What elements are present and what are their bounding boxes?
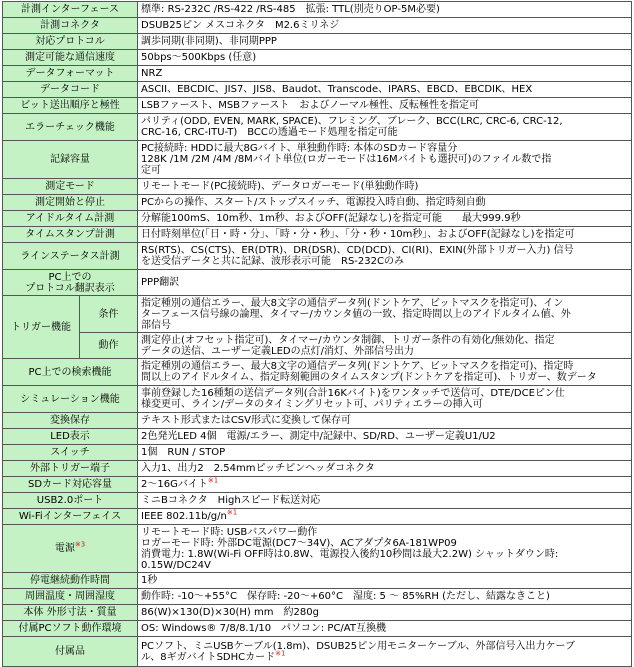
footnote-mark: ※1 — [275, 649, 286, 658]
row-label: Wi-Fiインターフェイス — [3, 509, 138, 525]
sub-label: 動作 — [80, 333, 138, 359]
spec-row — [3, 605, 632, 621]
row-label — [3, 270, 138, 296]
row-label: 記録容量 — [3, 141, 138, 179]
row-label: 外部トリガー端子 — [3, 461, 138, 477]
row-label — [3, 525, 138, 573]
spec-row — [3, 82, 632, 98]
row-value: 標準: RS-232C /RS-422 /RS-485 拡張: TTL(別売りOP-5M必要) — [138, 2, 632, 18]
value-line: RS(RTS)、CS(CTS)、ER(DTR)、DR(DSR)、CD(DCD)、CI(RI)、EXIN(外部トリガー入力) 信号 — [141, 245, 574, 256]
value-line: ロガーモード時: 外部DC電源(DC7～34V)、ACアダプタ6A-181WP09 — [141, 537, 457, 549]
row-value: 調歩同期(非同期)、非同期PPP — [138, 34, 632, 50]
spec-row — [3, 66, 632, 82]
row-value: ミニBコネクタ Highスピード転送対応 — [138, 493, 632, 509]
footnote-mark: ※1 — [207, 476, 219, 485]
spec-row — [3, 18, 632, 34]
value-line: 様変更可、ライン/データのタイミングリセット可、パリティエラーの挿入可 — [141, 399, 483, 410]
value-line: 消費電力: 1.8W(Wi-Fi OFF時は0.8W、電源投入後約10秒間は最大2.2W) シャットダウン時: — [141, 548, 559, 560]
value-line: ターフェース信号線の論理、タイマー/カウンタ値の一致、指定時間以上のアイドルタイム値、外 — [141, 308, 571, 320]
row-label: 停電継続動作時間 — [3, 573, 138, 589]
row-value — [138, 525, 632, 573]
value-line: 0.15W/DC24V — [141, 559, 211, 571]
value-line: パリティ(ODD, EVEN, MARK, SPACE)、フレミング、ブレーク、BCC(LRC, CRC-6, CRC-12, — [141, 116, 563, 127]
row-label: 本体 外形寸法・質量 — [3, 605, 138, 621]
row-value — [138, 359, 632, 386]
spec-row — [3, 227, 632, 243]
row-value — [138, 141, 632, 179]
row-label: 測定可能な通信速度 — [3, 50, 138, 66]
spec-table — [2, 1, 632, 667]
row-value: 入力1、出力2 2.54mmピッチピンヘッダコネクタ — [138, 461, 632, 477]
row-value: 1秒 — [138, 573, 632, 589]
footnote-mark: ※3 — [74, 540, 86, 549]
spec-row — [3, 179, 632, 195]
label-line: PC上での — [48, 271, 92, 283]
value-text: IEEE 802.11b/g/n — [141, 511, 227, 522]
row-label: ラインステータス計測 — [3, 243, 138, 270]
value-line: PCソフト、ミニUSBケーブル(1.8m)、DSUB25ピン用モニターケーブル、外部信号入出力ケーブ — [141, 640, 575, 652]
value-line: データの送信、ユーザー定義LEDの点灯/消灯、外部信号出力 — [141, 345, 414, 357]
value-line: 測定停止(オフセット指定可)、タイマー/カウンタ制御、トリガー条件の有効化/無効化、指定 — [141, 334, 555, 346]
row-value: テキスト形式またはCSV形式に変換して保存可 — [138, 413, 632, 429]
row-value — [138, 386, 632, 413]
spec-row — [3, 50, 632, 66]
row-value: 2色発光LED 4個 電源/エラー、測定中/記録中、SD/RD、ユーザー定義U1/U2 — [138, 429, 632, 445]
spec-row — [3, 270, 632, 296]
row-label: LED表示 — [3, 429, 138, 445]
spec-row — [3, 477, 632, 493]
row-label: 計測インターフェース — [3, 2, 138, 18]
spec-row — [3, 525, 632, 573]
spec-row — [3, 621, 632, 637]
row-label: PC上での検索機能 — [3, 359, 138, 386]
row-label: 変換保存 — [3, 413, 138, 429]
value-line: 間以上のアイドルタイム、指定時刻範囲のタイムスタンプ(ドントケアを指定可)、トリガー、数データ — [141, 372, 597, 383]
value-line: リモートモード時: USBバスパワー動作 — [141, 526, 318, 538]
row-value: DSUB25ピン メスコネクタ M2.6ミリネジ — [138, 18, 632, 34]
value-line — [141, 649, 628, 663]
spec-row — [3, 2, 632, 18]
spec-row — [3, 589, 632, 605]
row-value: 50bps～500Kbps (任意) — [138, 50, 632, 66]
row-value: PCからの操作、スタート/ストップスイッチ、電源投入時自動、指定時刻自動 — [138, 195, 632, 211]
row-label: ビット送出順序と極性 — [3, 98, 138, 114]
row-value — [138, 477, 632, 493]
row-label: 付属PCソフト動作環境 — [3, 621, 138, 637]
spec-row — [3, 296, 632, 333]
value-line: CRC-16, CRC-ITU-T) BCCの透過モード処理を指定可能 — [141, 127, 398, 138]
row-label: 計測コネクタ — [3, 18, 138, 34]
row-value: 動作時: -10～+55°C 保存時: -20～+60°C 湿度: 5 ～ 85%RH (ただし、結露なきこと) — [138, 589, 632, 605]
row-label: 測定開始と停止 — [3, 195, 138, 211]
value-line: 指定種別の通信エラー、最大8文字の通信データ列(ドントケア、ビットマスクを指定可)、イン — [141, 297, 564, 309]
spec-row — [3, 413, 632, 429]
row-label: アイドルタイム計測 — [3, 211, 138, 227]
value-line: 128K /1M /2M /4M /8Mバイト単位(ロガーモードは16Mバイトも選択可)のファイル数で指 — [141, 154, 552, 165]
row-value — [138, 114, 632, 141]
row-value — [138, 637, 632, 667]
spec-row — [3, 98, 632, 114]
row-label: タイムスタンプ計測 — [3, 227, 138, 243]
row-value: PPP翻訳 — [138, 270, 632, 296]
row-value: 86(W)×130(D)×30(H) mm 約280g — [138, 605, 632, 621]
sub-label: 条件 — [80, 296, 138, 333]
row-label: スイッチ — [3, 445, 138, 461]
row-value — [138, 509, 632, 525]
spec-row — [3, 429, 632, 445]
value-text: 2～16Gバイト — [141, 479, 208, 490]
spec-row — [3, 333, 632, 359]
label-line: プロトコル翻訳表示 — [25, 282, 115, 294]
spec-row — [3, 359, 632, 386]
row-value: OS: Windows® 7/8/8.1/10 パソコン: PC/AT互換機 — [138, 621, 632, 637]
spec-row — [3, 509, 632, 525]
value-line: PC接続時: HDDに最大8Gバイト、単独動作時: 本体のSDカード容量分 — [141, 143, 458, 154]
spec-row — [3, 114, 632, 141]
spec-row — [3, 211, 632, 227]
row-value: LSBファースト、MSBファースト およびノーマル極性、反転極性を指定可 — [138, 98, 632, 114]
value-line: 事前登録した16種類の送信データ列(合計16Kバイト)をワンタッチで送信可、DTE/DCEピン仕 — [141, 388, 565, 399]
footnote-mark: ※1 — [226, 508, 238, 517]
row-label: 周囲温度・周囲湿度 — [3, 589, 138, 605]
spec-row — [3, 461, 632, 477]
row-label: データフォーマット — [3, 66, 138, 82]
row-value — [138, 243, 632, 270]
row-label: エラーチェック機能 — [3, 114, 138, 141]
value-line: 部信号 — [141, 319, 172, 331]
row-label: 測定モード — [3, 179, 138, 195]
row-value: ASCII、EBCDIC、JIS7、JIS8、Baudot、Transcode、IPARS、EBCD、EBCDIK、HEX — [138, 82, 632, 98]
row-label: USB2.0ポート — [3, 493, 138, 509]
spec-row — [3, 34, 632, 50]
row-label: 対応プロトコル — [3, 34, 138, 50]
value-line: 定可 — [141, 165, 162, 176]
row-value: 1個 RUN / STOP — [138, 445, 632, 461]
value-line: 指定種別の通信エラー、最大8文字の通信データ列(ドントケア、ビットマスクを指定可)、指定時 — [141, 361, 574, 372]
spec-row — [3, 445, 632, 461]
row-label: SDカード対応容量 — [3, 477, 138, 493]
row-value — [138, 333, 632, 359]
row-value: NRZ — [138, 66, 632, 82]
label-text: 電源 — [54, 543, 75, 554]
value-line: を送受信データと共に記録、波形表示可能 RS-232Cのみ — [141, 256, 404, 267]
row-label: 付属品 — [3, 637, 138, 667]
spec-row — [3, 573, 632, 589]
row-label: トリガー機能 — [3, 296, 80, 359]
spec-row — [3, 243, 632, 270]
value-text: ル、8ギガバイトSDHCカード — [141, 651, 276, 663]
row-value — [138, 296, 632, 333]
row-label: データコード — [3, 82, 138, 98]
spec-row — [3, 493, 632, 509]
spec-row — [3, 141, 632, 179]
spec-row — [3, 195, 632, 211]
row-value: リモートモード(PC接続時)、データロガーモード(単独動作時) — [138, 179, 632, 195]
row-value: 日付時刻単位(「日・時・分」、「時・分・秒」、「分・秒・10m秒」、およびOFF(記録なし)を指定可 — [138, 227, 632, 243]
spec-row — [3, 637, 632, 667]
spec-row — [3, 386, 632, 413]
row-value: 分解能100mS、10m秒、1m秒、およびOFF(記録なし)を指定可能 最大999.9秒 — [138, 211, 632, 227]
row-label: シミュレーション機能 — [3, 386, 138, 413]
